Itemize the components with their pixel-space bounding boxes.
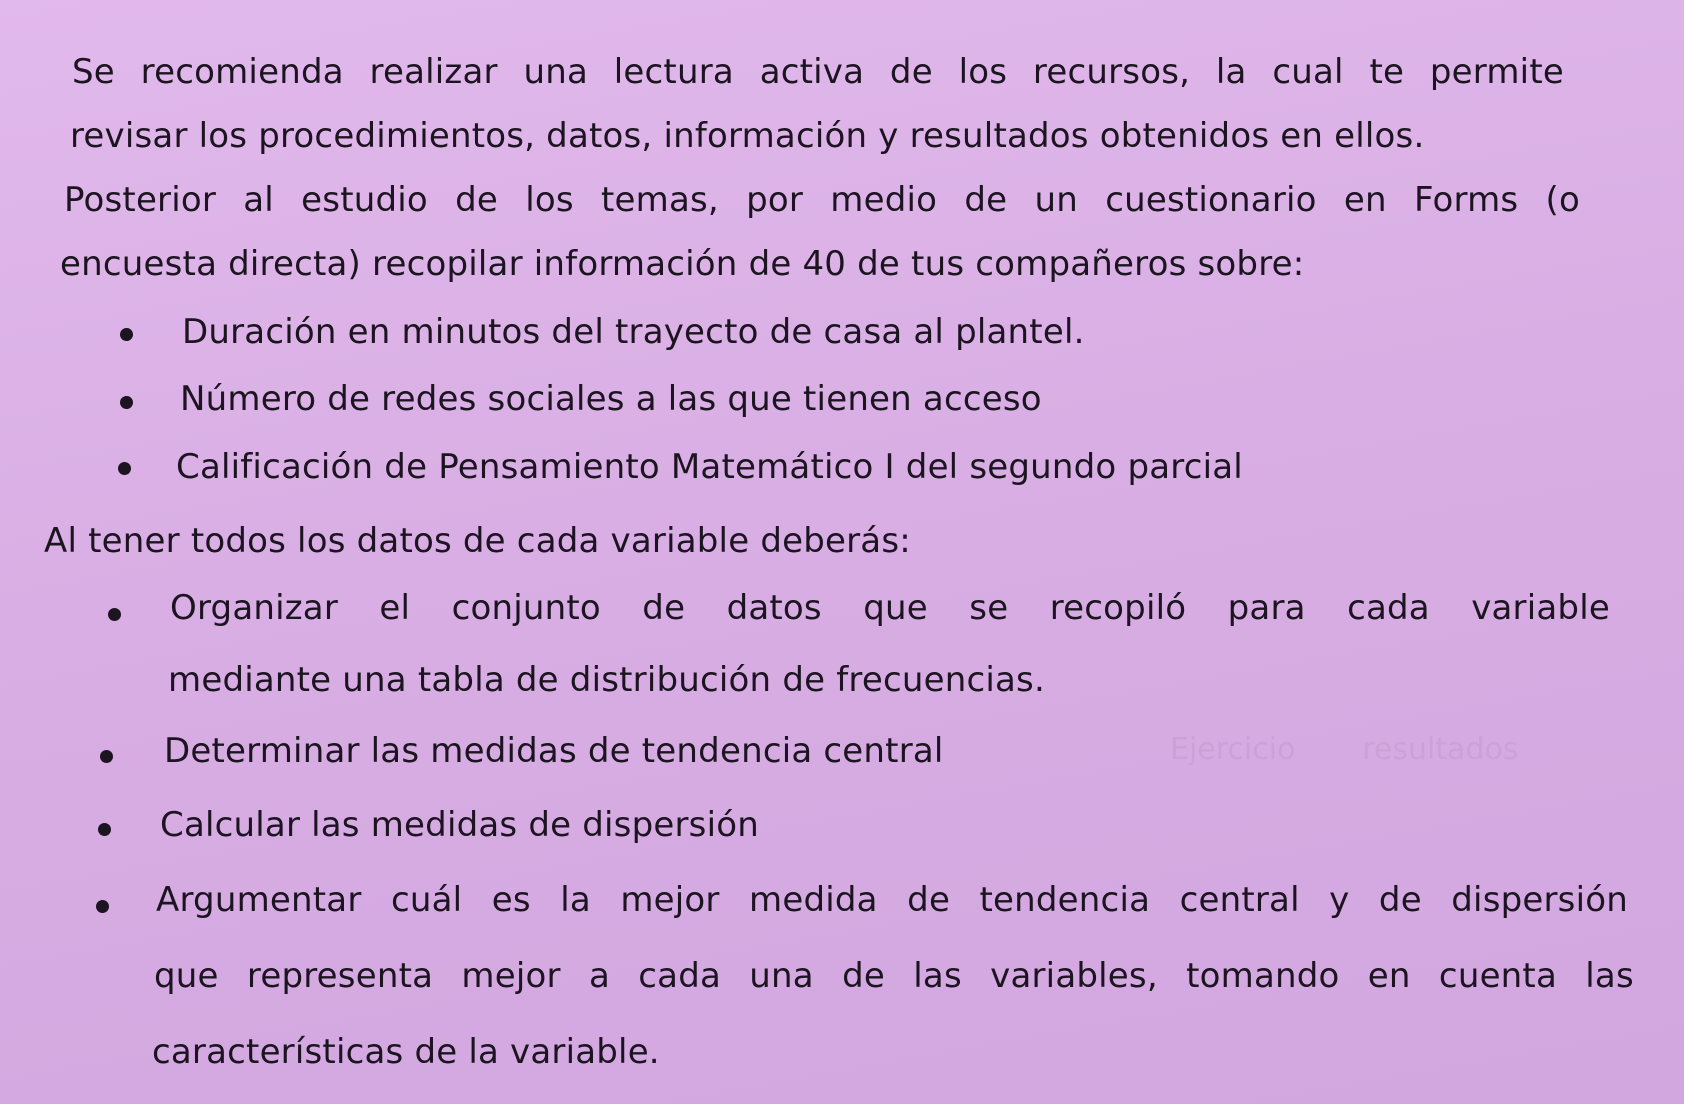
paragraph-2-line-2: encuesta directa) recopilar información de 40 de tus compañeros sobre:	[60, 244, 1305, 284]
bullet-icon	[98, 823, 111, 836]
task-3: Calcular las medidas de dispersión	[160, 805, 759, 845]
paragraph-1-line-1: Se recomienda realizar una lectura activa de los recursos, la cual te permite	[72, 52, 1564, 92]
bullet-icon	[120, 396, 133, 409]
bullet-icon	[108, 608, 121, 621]
task-4-line-2: que representa mejor a cada una de las variables, tomando en cuenta las	[154, 956, 1634, 996]
bullet-icon	[100, 750, 113, 763]
bullet-icon	[120, 328, 133, 341]
paragraph-3: Al tener todos los datos de cada variable deberás:	[44, 521, 911, 561]
task-4-line-3: características de la variable.	[152, 1032, 660, 1072]
task-4-line-1: Argumentar cuál es la mejor medida de tendencia central y de dispersión	[156, 880, 1628, 920]
paragraph-2-line-1: Posterior al estudio de los temas, por medio de un cuestionario en Forms (o	[64, 180, 1580, 220]
show-through-text: Ejercicio resultados	[1170, 732, 1519, 767]
bullet-icon	[118, 462, 131, 475]
survey-item-duration: Duración en minutos del trayecto de casa al plantel.	[182, 312, 1085, 352]
survey-item-grade: Calificación de Pensamiento Matemático I del segundo parcial	[176, 447, 1243, 487]
task-1-line-1: Organizar el conjunto de datos que se recopiló para cada variable	[170, 588, 1610, 628]
survey-item-social-networks: Número de redes sociales a las que tienen acceso	[180, 379, 1042, 419]
bullet-icon	[96, 900, 109, 913]
task-2: Determinar las medidas de tendencia central	[164, 731, 944, 771]
task-1-line-2: mediante una tabla de distribución de frecuencias.	[168, 660, 1045, 700]
paragraph-1-line-2: revisar los procedimientos, datos, información y resultados obtenidos en ellos.	[70, 116, 1425, 156]
